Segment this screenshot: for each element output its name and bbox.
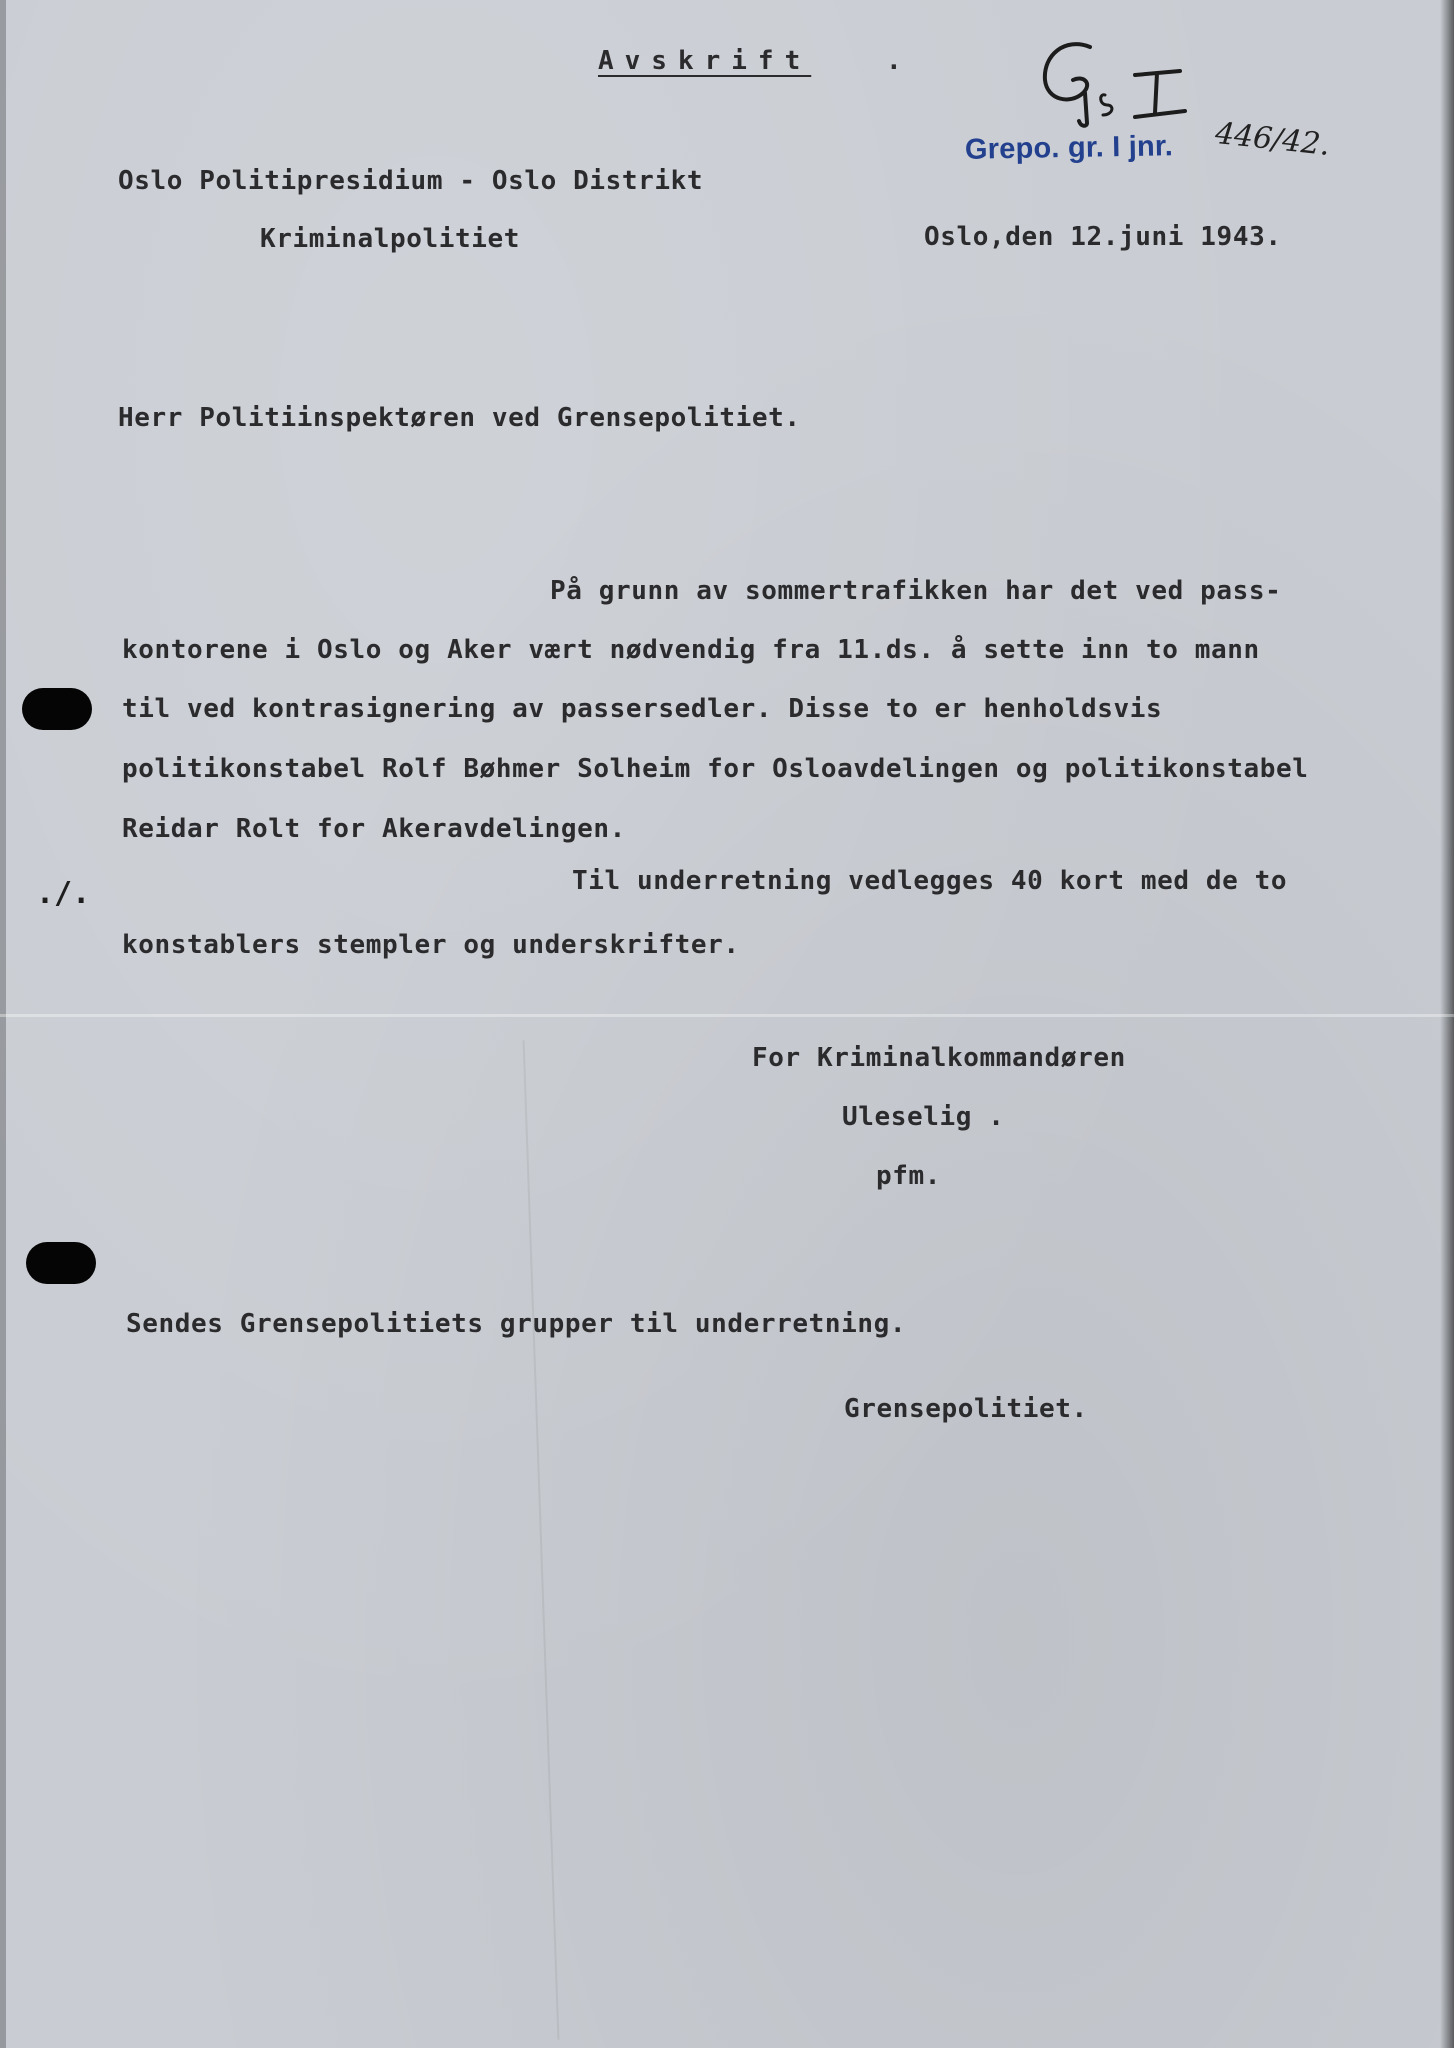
signature-line-2: Uleselig . xyxy=(842,1102,1005,1132)
scan-edge-right xyxy=(1440,0,1454,2048)
paper-fold xyxy=(0,1014,1454,1017)
forward-sign: Grensepolitiet. xyxy=(844,1394,1088,1424)
body-p1-line-3: til ved kontrasignering av passersedler. Disse to er henholdsvis xyxy=(122,694,1163,724)
body-p2-line-2: konstablers stempler og underskrifter. xyxy=(122,930,740,960)
punch-hole-bottom xyxy=(26,1242,96,1284)
body-p1-line-2: kontorene i Oslo og Aker vært nødvendig fra 11.ds. å sette inn to mann xyxy=(122,635,1260,665)
enclosure-mark: ./. xyxy=(36,876,91,911)
punch-hole-top xyxy=(22,688,92,730)
body-p1-line-4: politikonstabel Rolf Bøhmer Solheim for Osloavdelingen og politikonstabel xyxy=(122,754,1309,784)
forward-text: Sendes Grensepolitiets grupper til underretning. xyxy=(126,1309,907,1339)
heading-period: . xyxy=(886,46,903,76)
body-p1-line-1: På grunn av sommertrafikken har det ved pass- xyxy=(550,576,1282,606)
recipient-line: Herr Politiinspektøren ved Grensepolitiet. xyxy=(118,403,801,433)
letter-date: Oslo,den 12.juni 1943. xyxy=(924,222,1282,252)
journal-number: 446/42. xyxy=(1213,116,1332,163)
handwritten-initials xyxy=(1035,35,1195,130)
journal-stamp: Grepo. gr. I jnr. xyxy=(964,130,1174,166)
signature-line-1: For Kriminalkommandøren xyxy=(752,1043,1126,1073)
document-heading: Avskrift xyxy=(598,46,812,76)
sender-line-1: Oslo Politipresidium - Oslo Distrikt xyxy=(118,166,704,196)
signature-line-3: pfm. xyxy=(876,1161,942,1191)
sender-line-2: Kriminalpolitiet xyxy=(260,224,521,254)
body-p1-line-5: Reidar Rolt for Akeravdelingen. xyxy=(122,814,626,844)
paper-crease xyxy=(523,1040,560,2039)
scan-edge-left xyxy=(0,0,6,2048)
body-p2-line-1: Til underretning vedlegges 40 kort med de to xyxy=(572,866,1288,896)
